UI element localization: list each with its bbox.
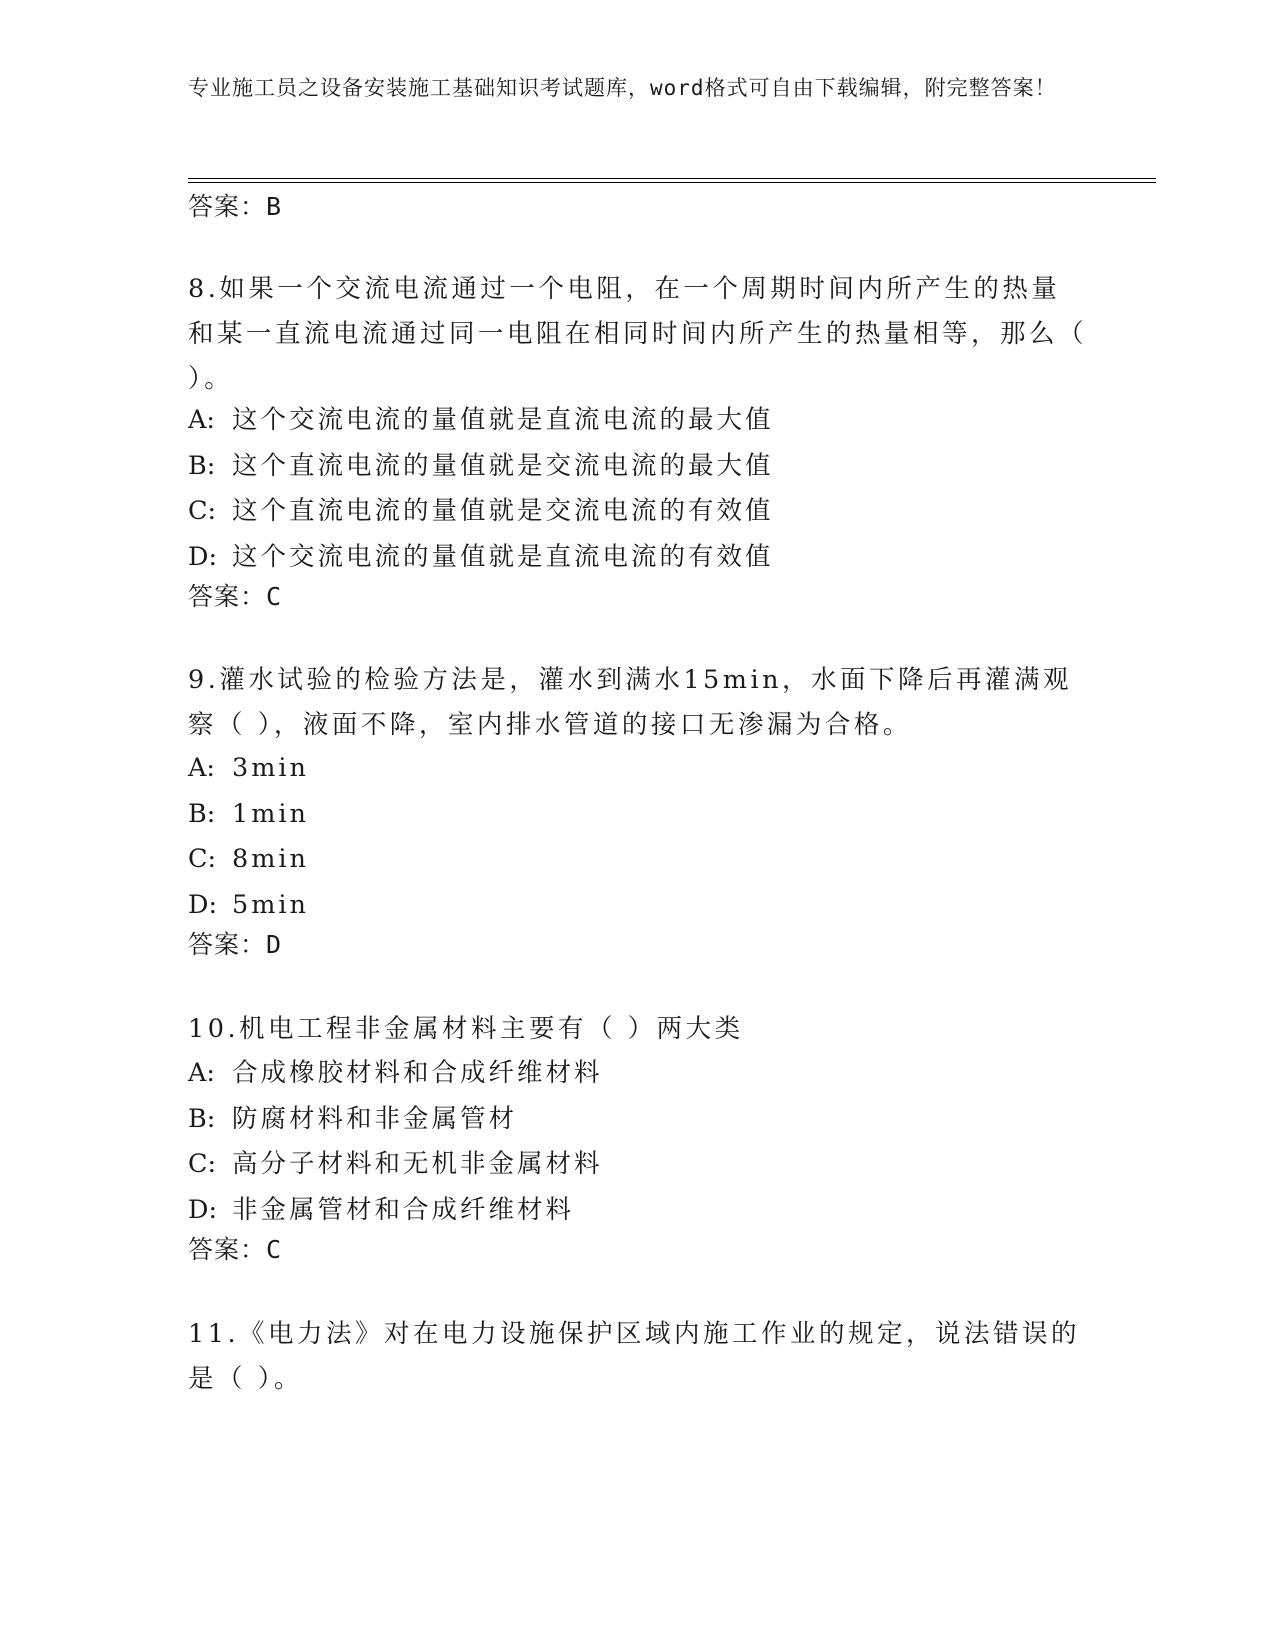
option-text: 合成橡胶材料和合成纤维材料 bbox=[232, 1058, 603, 1088]
option-b bbox=[188, 1097, 1088, 1143]
question-stem: 8.如果一个交流电流通过一个电阻，在一个周期时间内所产生的热量和某一直流电流通过同一电阻在相同时间内所产生的热量相等，那么（ ）。 bbox=[188, 274, 1088, 394]
option-label: A: bbox=[188, 1058, 216, 1088]
option-text: 这个直流电流的量值就是交流电流的有效值 bbox=[232, 496, 774, 526]
option-label: D: bbox=[188, 889, 218, 920]
answer-line: 答案：C bbox=[188, 1235, 283, 1264]
option-label: B: bbox=[188, 450, 216, 481]
option-b bbox=[188, 444, 1088, 490]
option-c bbox=[188, 489, 1088, 535]
option-text: 高分子材料和无机非金属材料 bbox=[232, 1149, 603, 1179]
option-d bbox=[188, 1188, 1088, 1234]
answer-line: 答案：D bbox=[188, 930, 283, 959]
question-8 bbox=[188, 267, 1088, 402]
option-text: 1min bbox=[232, 798, 309, 829]
page-header: 专业施工员之设备安装施工基础知识考试题库，word格式可自由下载编辑，附完整答案！ bbox=[188, 76, 1057, 100]
option-label: A: bbox=[188, 405, 216, 435]
option-text: 这个直流电流的量值就是交流电流的最大值 bbox=[232, 450, 774, 481]
option-c bbox=[188, 837, 1088, 883]
question-stem: 11.《电力法》对在电力设施保护区域内施工作业的规定，说法错误的是（ ）。 bbox=[188, 1319, 1081, 1394]
question-stem: 10.机电工程非金属材料主要有（ ）两大类 bbox=[188, 1014, 744, 1044]
question-11 bbox=[188, 1312, 1088, 1402]
option-label: B: bbox=[188, 1103, 216, 1134]
option-text: 8min bbox=[232, 844, 309, 874]
header-divider-double bbox=[188, 182, 1156, 183]
question-9 bbox=[188, 658, 1088, 748]
option-d bbox=[188, 883, 1088, 929]
question-10 bbox=[188, 1007, 1088, 1052]
question-stem: 9.灌水试验的检验方法是，灌水到满水15min，水面下降后再灌满观察（ ），液面不降，室内排水管道的接口无渗漏为合格。 bbox=[188, 665, 1073, 740]
header-divider bbox=[188, 178, 1156, 179]
option-a bbox=[188, 398, 1088, 444]
option-text: 非金属管材和合成纤维材料 bbox=[232, 1194, 575, 1225]
option-label: B: bbox=[188, 798, 216, 829]
option-b bbox=[188, 792, 1088, 838]
option-a bbox=[188, 746, 1088, 792]
question-8-options bbox=[188, 398, 1088, 580]
option-label: D: bbox=[188, 1194, 218, 1225]
answer-line: 答案：C bbox=[188, 582, 283, 611]
answer-line: 答案：B bbox=[188, 192, 283, 221]
question-10-options bbox=[188, 1051, 1088, 1233]
option-label: C: bbox=[188, 844, 217, 874]
option-label: A: bbox=[188, 753, 216, 783]
question-9-options bbox=[188, 746, 1088, 928]
option-text: 防腐材料和非金属管材 bbox=[232, 1103, 518, 1134]
option-label: D: bbox=[188, 541, 218, 572]
option-label: C: bbox=[188, 496, 217, 526]
option-d bbox=[188, 535, 1088, 581]
option-text: 5min bbox=[232, 889, 309, 920]
option-a bbox=[188, 1051, 1088, 1097]
option-text: 3min bbox=[232, 753, 309, 783]
option-text: 这个交流电流的量值就是直流电流的最大值 bbox=[232, 405, 774, 435]
option-text: 这个交流电流的量值就是直流电流的有效值 bbox=[232, 541, 774, 572]
option-c bbox=[188, 1142, 1088, 1188]
option-label: C: bbox=[188, 1149, 217, 1179]
